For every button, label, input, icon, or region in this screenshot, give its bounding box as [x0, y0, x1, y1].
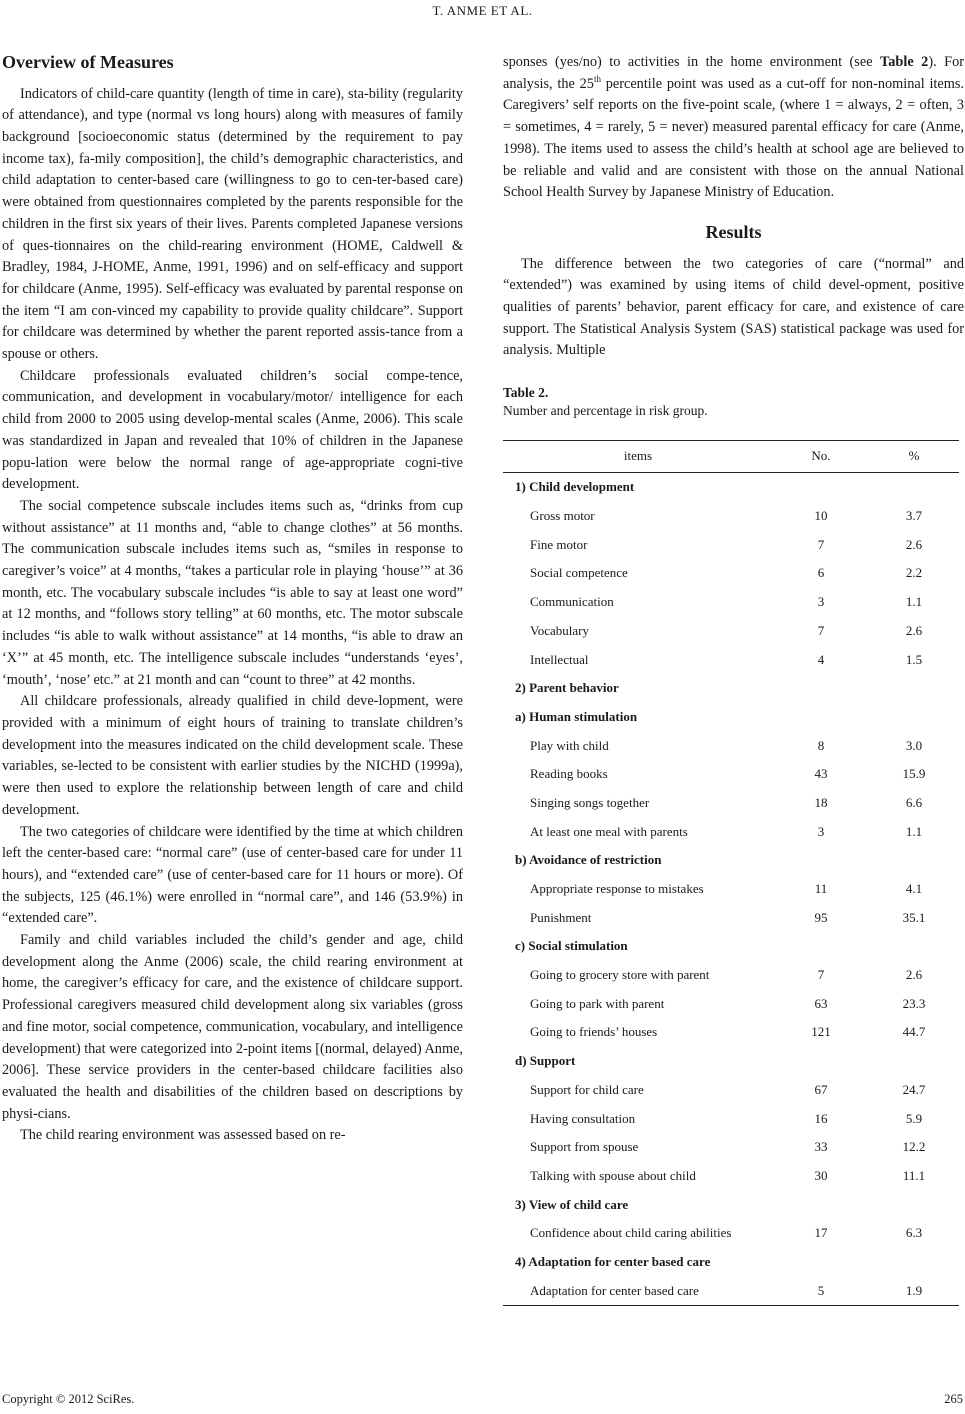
item-percent: 3.0: [905, 737, 923, 753]
section-label: c) Social stimulation: [515, 938, 628, 954]
text-span: percentile point was used as a cut-off for non-nominal items. Caregivers’ self reports on the five-point scale, (where 1 = always, 2 = often, 3 = sometimes, 4 = rarely, 5 = never) measured parental efficacy for care (Anme, 1998). The items used to assess the child’s health at school age are believed to be reliable and valid and are consistent with those on the annual National School Health Survey by Japanese Ministry of Education.: [503, 75, 964, 201]
item-label: Adaptation for center based care: [503, 1276, 773, 1305]
paragraph: The difference between the two categories of care (“normal” and “extended”) was examined by using items of child devel-opment, positive qualities of parents’ behavior, parent efficacy for care, and existence of care support. The Statistical Analysis System (SAS) statistical package was used for analysis. Multiple: [503, 255, 964, 359]
item-percent: 2.6: [905, 967, 923, 983]
table-row: [503, 903, 959, 932]
item-percent: 12.2: [902, 1139, 926, 1155]
table-row: [503, 559, 959, 588]
column-header-items: items: [503, 441, 773, 473]
item-count: 30: [814, 1167, 828, 1183]
item-label: Punishment: [530, 909, 592, 925]
table-row: [503, 1162, 959, 1191]
item-count: 17: [814, 1225, 828, 1241]
section-label: 2) Parent behavior: [515, 680, 619, 696]
paragraph: All childcare professionals, already qualified in child deve-lopment, were provided with a minimum of eight hours of training to translate children’s development into the measures indicated on the child development scale. These variables, se-lected to be consistent with earlier studies by the NICHD (1999a), were then used to explore the relationship between length of care and child development.: [2, 693, 463, 818]
item-count: 8: [817, 737, 825, 753]
table-row: [503, 1075, 959, 1104]
item-count: 3: [817, 594, 825, 610]
table-section-row: [503, 846, 959, 875]
item-percent: 4.1: [905, 881, 923, 896]
paragraph: Family and child variables included the child’s gender and age, child development along the Anme (2006) scale, the child rearing environment at home, the caregiver’s efficacy for care, and the existence of childcare support. Professional caregivers measured child development along six variables (gross and fine motor, social competence, communication, vocabulary, and intelligence development) that were categorized into 2-point items [(normal, delayed) Anme, 2006]. These service providers in the center-based childcare facilities also evaluated the health and disabilities of the children based on descriptions by physi-cians.: [2, 932, 463, 1122]
page-number: 265: [944, 1392, 963, 1406]
column-header-no: No.: [773, 441, 869, 473]
section-label: a) Human stimulation: [515, 708, 638, 724]
item-label: Support for child care: [530, 1081, 644, 1097]
table-section-row: [503, 1047, 959, 1076]
item-label: Confidence about child caring abilities: [530, 1225, 732, 1241]
table-row: [503, 961, 959, 990]
item-count: 7: [817, 622, 825, 638]
item-label: Communication: [530, 594, 614, 610]
table-reference-link[interactable]: Table 2: [880, 54, 929, 70]
table-row: [503, 1018, 959, 1047]
table-row: [503, 1276, 959, 1305]
item-label: Having consultation: [530, 1110, 636, 1126]
section-heading-overview: Overview of Measures: [2, 52, 174, 72]
copyright: Copyright © 2012 SciRes.: [2, 1392, 135, 1406]
item-percent: 24.7: [902, 1081, 926, 1097]
table-row: [503, 875, 959, 904]
item-count: 95: [814, 909, 828, 925]
section-label: 3) View of child care: [515, 1196, 629, 1212]
item-count: 63: [814, 995, 828, 1011]
table-row: [503, 989, 959, 1018]
table-section-row: [503, 703, 959, 732]
table-section-row: [503, 1190, 959, 1219]
section-label: b) Avoidance of restriction: [515, 852, 662, 868]
item-label: Support from spouse: [530, 1139, 639, 1155]
item-percent: 11.1: [902, 1167, 926, 1183]
right-column: [503, 52, 964, 1306]
item-count: 7: [817, 536, 825, 552]
item-count: 33: [814, 1139, 828, 1155]
item-label: Talking with spouse about child: [530, 1167, 696, 1183]
section-label: 1) Child development: [515, 479, 635, 495]
paragraph: The child rearing environment was assessed based on re-: [20, 1127, 346, 1144]
table-row: [503, 616, 959, 645]
item-percent: 35.1: [902, 909, 926, 925]
item-percent: 44.7: [902, 1024, 926, 1040]
table-caption-text: Number and percentage in risk group.: [503, 403, 708, 419]
table-row: [503, 1104, 959, 1133]
risk-group-table: [503, 440, 959, 1306]
paragraph: [503, 52, 964, 204]
item-label: Fine motor: [530, 536, 588, 552]
item-count: 16: [814, 1110, 828, 1126]
paragraph: The two categories of childcare were identified by the time at which children left the center-based care: “normal care” (use of center-based care for under 11 hours), and “extended care” (use of center-based care for 11 hours or more). Of the subjects, 125 (46.1%) were enrolled in “normal care”, and 146 (53.9%) in “extended care”.: [2, 823, 463, 927]
item-percent: 6.3: [905, 1225, 923, 1241]
table-row: [503, 760, 959, 789]
item-percent: 1.1: [905, 823, 923, 839]
table-section-row: [503, 473, 959, 502]
item-percent: 15.9: [902, 766, 926, 782]
item-count: 121: [811, 1024, 831, 1040]
item-count: 10: [814, 508, 828, 524]
item-count: 67: [814, 1081, 828, 1097]
section-label: 4) Adaptation for center based care: [515, 1253, 711, 1269]
column-header-percent: %: [869, 441, 959, 473]
item-percent: 1.1: [905, 594, 923, 610]
item-label: Intellectual: [530, 651, 589, 667]
item-percent: 2.6: [905, 536, 923, 552]
paragraph: Childcare professionals evaluated children’s social compe-tence, communication, and development in vocabulary/motor/ intelligence for each child from 2000 to 2005 using develop-mental scales (Anme, 2006). This scale was standardized in Japan and revealed that 10% of children in the Japanese popu-lation were below the normal range of age-appropriate cogni-tive development.: [2, 367, 463, 493]
item-label: Reading books: [530, 766, 608, 782]
item-count: 11: [814, 881, 828, 896]
item-label: Singing songs together: [530, 794, 650, 810]
item-percent: 6.6: [905, 794, 923, 810]
item-label: Going to grocery store with parent: [530, 967, 710, 983]
item-count: 5: [773, 1276, 869, 1305]
item-label: Going to friends’ houses: [530, 1024, 658, 1040]
item-count: 4: [817, 651, 825, 667]
item-percent: 5.9: [905, 1110, 923, 1126]
item-label: Play with child: [530, 737, 609, 753]
table-row: [503, 1133, 959, 1162]
item-percent: 2.2: [905, 565, 923, 581]
item-label: Vocabulary: [530, 622, 589, 638]
table-section-row: [503, 1248, 959, 1277]
table-row: [503, 645, 959, 674]
item-count: 3: [817, 823, 825, 839]
table-row: [503, 588, 959, 617]
item-percent: 1.9: [869, 1276, 959, 1305]
running-head: T. ANME ET AL.: [432, 3, 533, 18]
table-caption: [503, 384, 964, 420]
section-heading-results: Results: [705, 221, 762, 242]
paragraph: The social competence subscale includes items such as, “drinks from cup without assistance” at 11 months and, “able to change clothes” at 56 months. The communication subscale includes items such as, “smiles in response to caregiver’s voice” at 4 months, “takes a particular role in playing ‘house’” at 36 month, etc. The vocabulary subscale includes “is able to say at least one word” at 12 months, and “follows story telling” at 60 months, etc. The motor subscale includes “is able to walk without assistance” at 14 months, “is able to draw an ‘X’” at 45 month, etc. The intelligence subscale includes “understands ‘eyes’, ‘mouth’, ‘nose’ etc.” at 21 month and can “count to three” at 42 months.: [2, 497, 463, 688]
item-label: Going to park with parent: [530, 995, 665, 1011]
superscript: th: [593, 73, 601, 84]
text-span: ). For analysis, the 25: [503, 54, 964, 92]
item-count: 18: [814, 794, 828, 810]
table-row: [503, 789, 959, 818]
item-count: 6: [817, 565, 825, 581]
text-span: sponses (yes/no) to activities in the home environment (see: [503, 54, 881, 70]
table-caption-title: Table 2.: [503, 385, 549, 401]
item-percent: 3.7: [905, 508, 923, 524]
item-count: 7: [817, 967, 825, 983]
table-row: [503, 731, 959, 760]
table-row: [503, 530, 959, 559]
paragraph: Indicators of child-care quantity (length of time in care), sta-bility (regularity of attendance), and type (normal vs long hours) along with measures of family background [socioeconomic status (determined by the requirement to pay income tax), fa-mily composition], the child’s demographic characteristics, and child adaptation to center-based care (willingness to go to cen-ter-based care) were obtained from questionnaires completed by the parents responsible for the children in the first six years of their lives. Parents completed Japanese versions of ques-tionnaires on the child-rearing environment (HOME, Caldwell & Bradley, 1984, J-HOME, Anme, 1991, 1996) and on self-efficacy and support for childcare (Anme, 1995). Self-efficacy was evaluated by parental response on the item “I am con-vinced my capability to provide quality childcare”. Support for childcare was determined by whether the parent reported assis-tance from a spouse or others.: [2, 85, 463, 363]
left-column: [2, 52, 463, 1147]
item-percent: 1.5: [905, 651, 923, 667]
table-section-row: [503, 674, 959, 703]
item-percent: 2.6: [905, 622, 923, 638]
table-row: [503, 502, 959, 531]
item-label: At least one meal with parents: [530, 823, 688, 839]
item-count: 43: [814, 766, 828, 782]
table-section-row: [503, 932, 959, 961]
item-label: Appropriate response to mistakes: [530, 881, 704, 896]
table-row: [503, 1219, 959, 1248]
item-label: Social competence: [530, 565, 628, 581]
item-label: Gross motor: [530, 508, 595, 524]
item-percent: 23.3: [902, 995, 926, 1011]
table-body: [503, 473, 959, 1306]
table-row: [503, 817, 959, 846]
section-label: d) Support: [515, 1053, 576, 1069]
